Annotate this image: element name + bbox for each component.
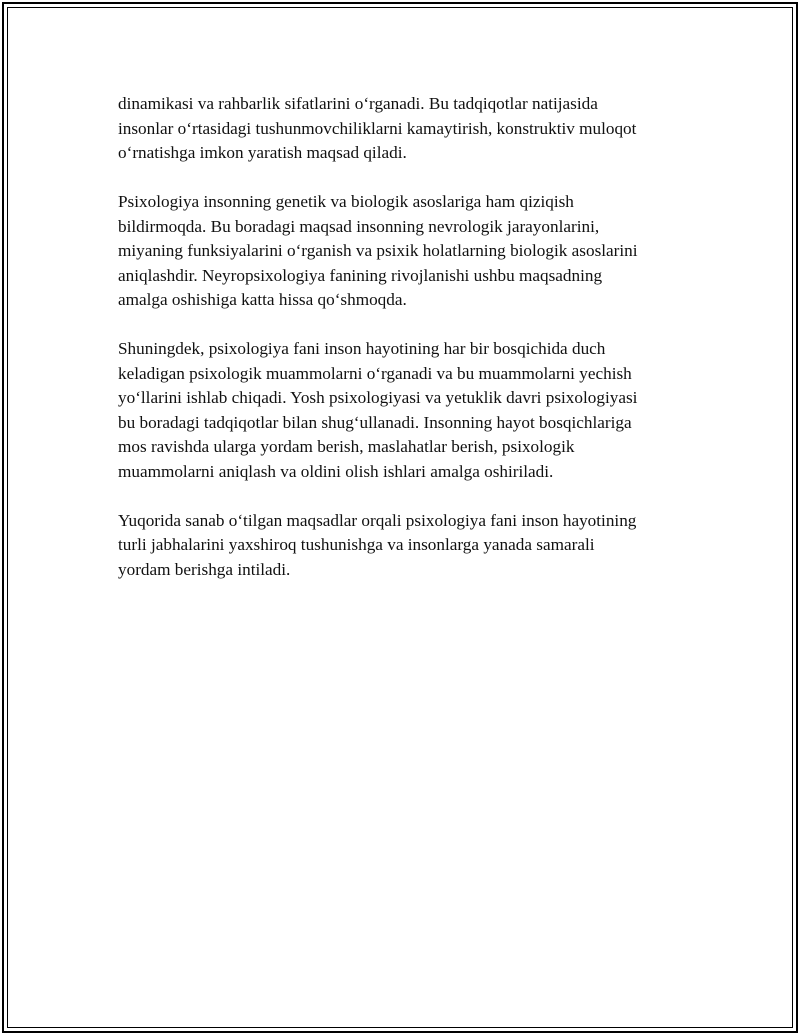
paragraph-3	[118, 337, 690, 484]
text-line: turli jabhalarini yaxshiroq tushunishga va insonlarga yanada samarali	[118, 535, 595, 554]
text-line: yoʻllarini ishlab chiqadi. Yosh psixologiyasi va yetuklik davri psixologiyasi	[118, 388, 638, 407]
text-line: miyaning funksiyalarini oʻrganish va psixik holatlarning biologik asoslarini	[118, 241, 638, 260]
text-line: yordam berishga intiladi.	[118, 559, 291, 579]
text-line: dinamikasi va rahbarlik sifatlarini oʻrganadi. Bu tadqiqotlar natijasida	[118, 94, 598, 113]
paragraph-1	[118, 92, 690, 166]
text-line: keladigan psixologik muammolarni oʻrganadi va bu muammolarni yechish	[118, 363, 632, 383]
document-body	[118, 92, 690, 607]
text-line: insonlar oʻrtasidagi tushunmovchiliklarni kamaytirish, konstruktiv muloqot	[118, 118, 637, 138]
paragraph-2	[118, 190, 690, 313]
text-line: Psixologiya insonning genetik va biologik asoslariga ham qiziqish	[118, 192, 574, 211]
text-line: Shuningdek, psixologiya fani inson hayotining har bir bosqichida duch	[118, 339, 606, 358]
text-line: amalga oshishiga katta hissa qoʻshmoqda.	[118, 290, 407, 309]
text-line: mos ravishda ularga yordam berish, maslahatlar berish, psixologik	[118, 437, 575, 456]
text-line: muammolarni aniqlash va oldini olish ishlari amalga oshiriladi.	[118, 461, 554, 481]
text-line: Yuqorida sanab oʻtilgan maqsadlar orqali psixologiya fani inson hayotining	[118, 510, 637, 530]
paragraph-4	[118, 509, 690, 583]
text-line: bu boradagi tadqiqotlar bilan shugʻullanadi. Insonning hayot bosqichlariga	[118, 412, 632, 432]
text-line: oʻrnatishga imkon yaratish maqsad qiladi.	[118, 143, 407, 162]
text-line: bildirmoqda. Bu boradagi maqsad insonning nevrologik jarayonlarini,	[118, 216, 600, 236]
text-line: aniqlashdir. Neyropsixologiya fanining rivojlanishi ushbu maqsadning	[118, 265, 603, 285]
